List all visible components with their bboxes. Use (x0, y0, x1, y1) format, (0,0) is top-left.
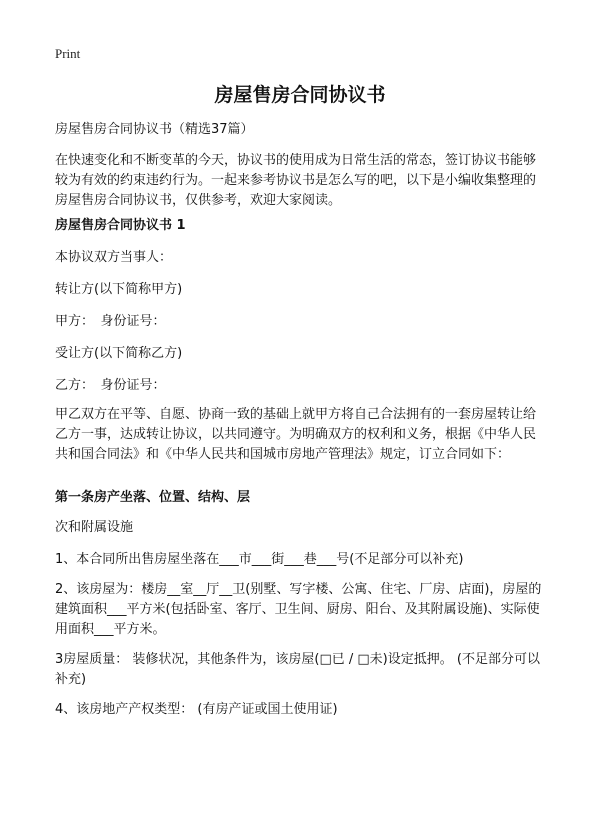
document-subtitle: 房屋售房合同协议书（精选37篇） (55, 122, 254, 137)
clause-item-3: 3房屋质量： 装修状况，其他条件为，该房屋(□已 / □未)设定抵押。 (不足部分可以补充) (55, 652, 540, 687)
agreement-paragraph: 甲乙双方在平等、自愿、协商一致的基础上就甲方将自己合法拥有的一套房屋转让给乙方一事，达成转让协议，以共同遵守。为明确双方的权利和义务，根据《中华人民共和国合同法》和《中华人民共和国城市房地产管理法》规定，订立合同如下： (55, 407, 537, 462)
clause-item-4: 4、该房地产产权类型： (有房产证或国土使用证) (55, 702, 338, 717)
party-a-line: 甲方： 身份证号： (55, 314, 166, 329)
transferor-line: 转让方(以下简称甲方) (55, 282, 183, 297)
article-heading: 第一条房产坐落、位置、结构、层 (55, 490, 251, 505)
document-title: 房屋售房合同协议书 (214, 84, 386, 106)
print-link[interactable]: Print (55, 46, 81, 61)
section-heading: 房屋售房合同协议书 1 (55, 218, 186, 233)
article-heading-continuation: 次和附属设施 (55, 520, 134, 535)
party-b-line: 乙方： 身份证号： (55, 378, 166, 393)
transferee-line: 受让方(以下简称乙方) (55, 346, 183, 361)
parties-intro: 本协议双方当事人： (55, 250, 173, 265)
intro-paragraph: 在快速变化和不断变革的今天，协议书的使用成为日常生活的常态，签订协议书能够较为有效的约束违约行为。一起来参考协议书是怎么写的吧，以下是小编收集整理的房屋售房合同协议书，仅供参考，欢迎大家阅读。 (55, 153, 537, 208)
clause-item-2: 2、该房屋为：楼房__室__厅__卫(别墅、写字楼、公寓、住宅、厂房、店面)，房屋的建筑面积___平方米(包括卧室、客厅、卫生间、厨房、阳台、及其附属设施)、实际使用面积___平方米。 (55, 582, 542, 637)
clause-item-1: 1、本合同所出售房屋坐落在___市___街___巷___号(不足部分可以补充) (55, 552, 464, 567)
